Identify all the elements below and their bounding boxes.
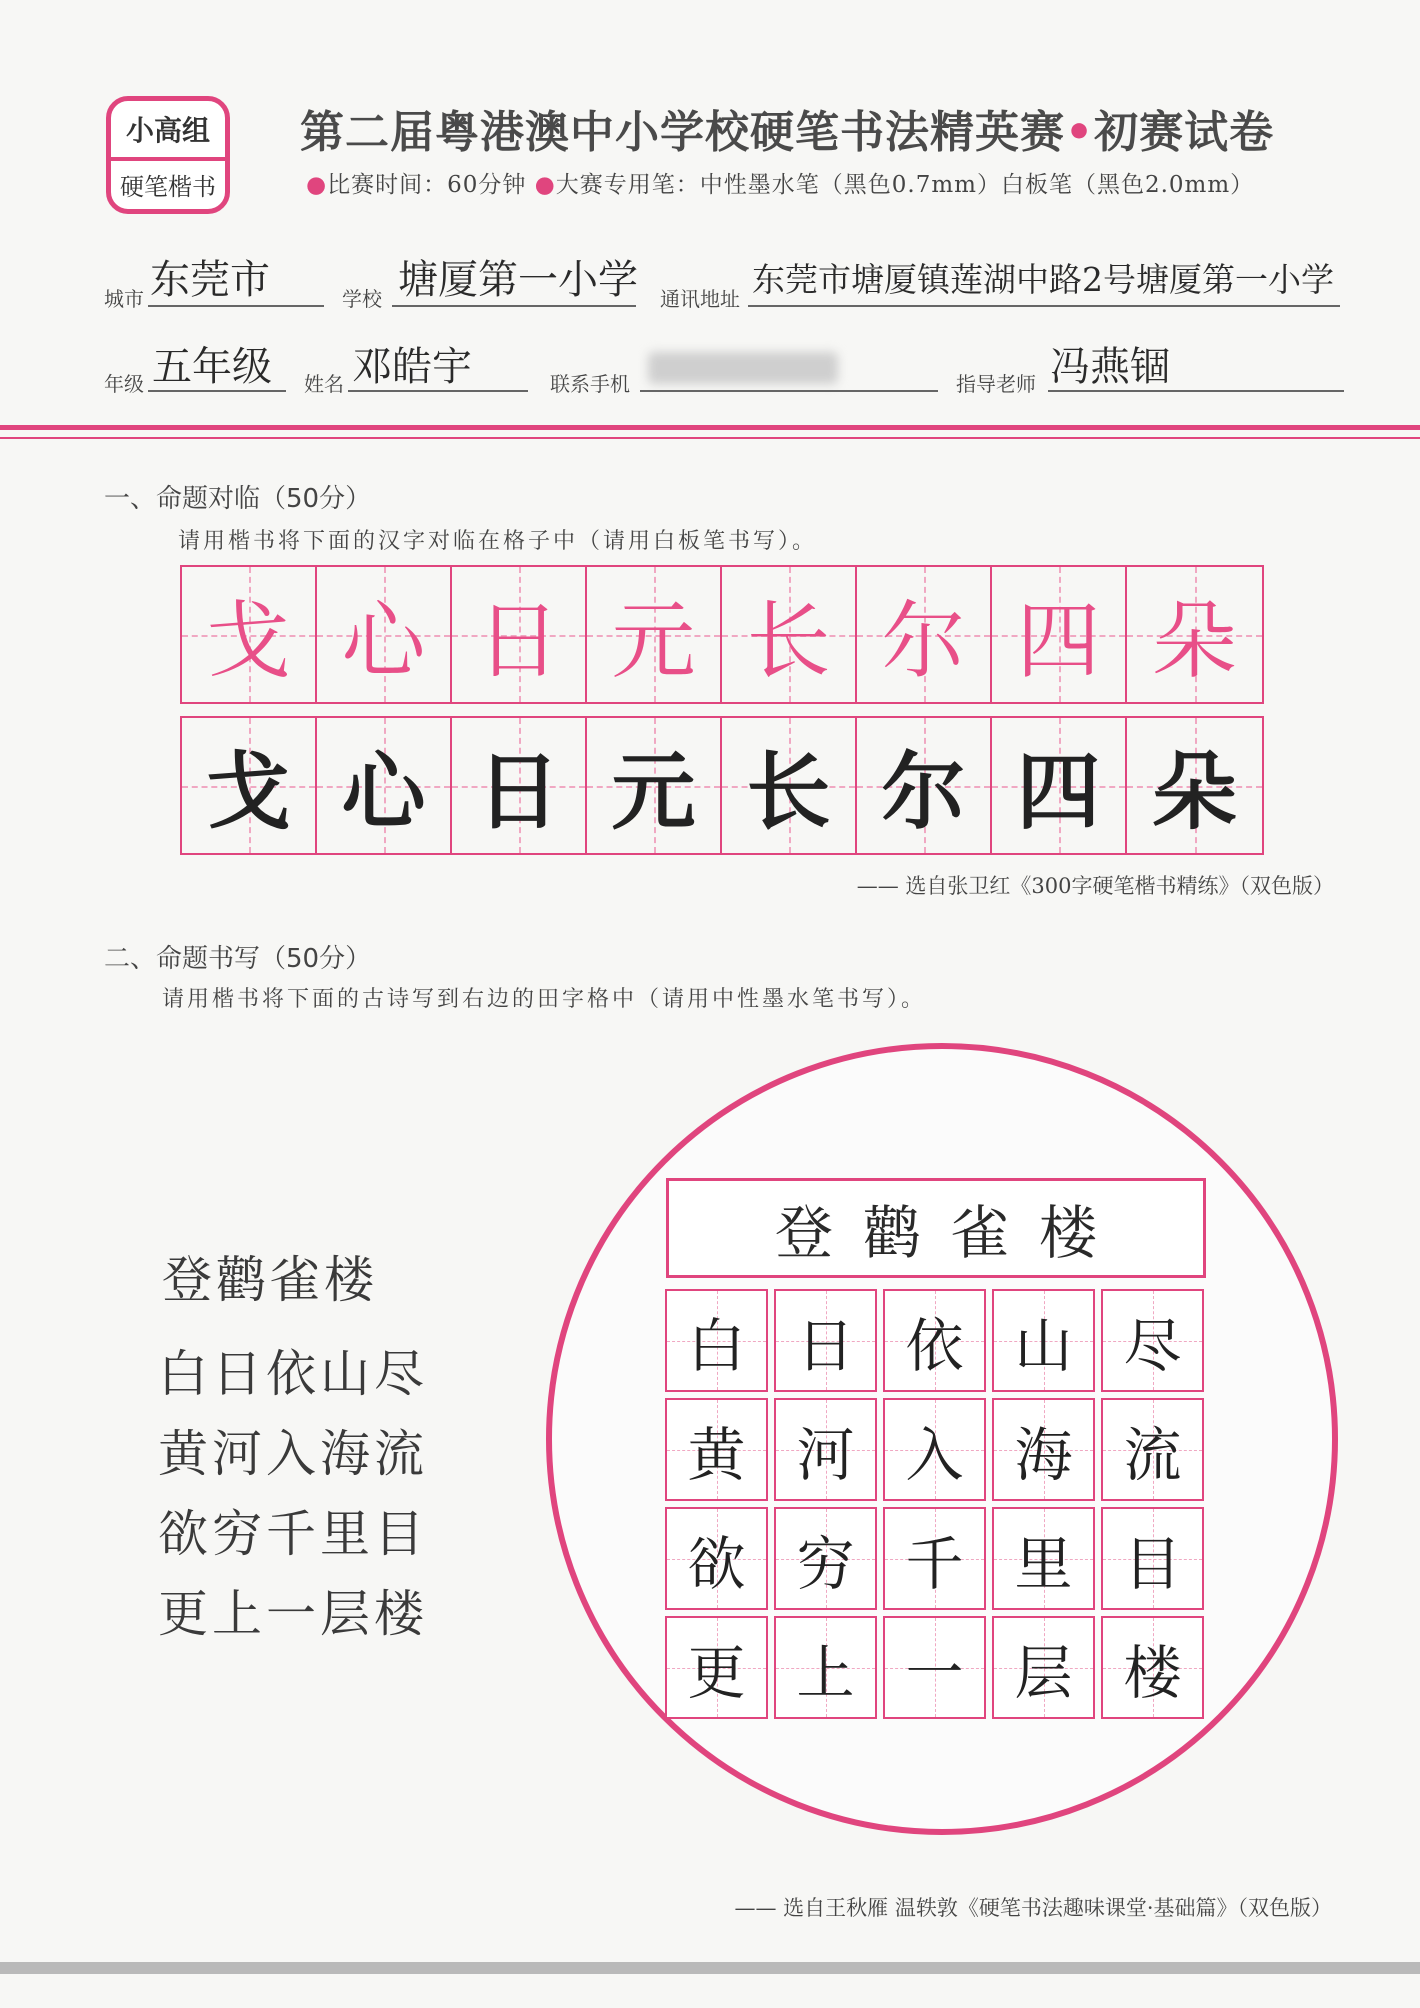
model-char: 元: [611, 592, 696, 690]
handwritten-char: 楼: [1123, 1638, 1182, 1707]
city-label: 城市: [104, 287, 144, 311]
written-char-grid[interactable]: [180, 716, 1264, 855]
tianzige-cell[interactable]: [992, 1616, 1095, 1719]
poem-line: 欲穷千里目: [158, 1505, 428, 1563]
exam-rules: [306, 166, 1254, 199]
handwritten-char: 层: [1014, 1638, 1073, 1707]
title-suffix: 初赛试卷: [1094, 107, 1275, 158]
tianzige-cell[interactable]: [665, 1507, 768, 1610]
section2-credit: —— 选自王秋雁 温轶敦《硬笔书法趣味课堂·基础篇》（双色版）: [734, 1896, 1332, 1920]
written-cell[interactable]: [452, 718, 587, 853]
tianzige-cell[interactable]: [883, 1507, 986, 1610]
section1-title: 一、命题对临（50分）: [104, 484, 372, 514]
bottom-edge: [0, 1962, 1420, 1974]
phone-value-redacted: [648, 352, 838, 384]
badge-divider: [111, 157, 225, 161]
tianzige-cell[interactable]: [1101, 1616, 1204, 1719]
time-text: 比赛时间：60分钟: [327, 172, 527, 198]
written-title-box[interactable]: [666, 1178, 1206, 1278]
written-char: 四: [1016, 743, 1101, 841]
model-cell: [317, 567, 452, 702]
poem-title: 登鹳雀楼: [162, 1251, 378, 1309]
written-cell[interactable]: [1127, 718, 1262, 853]
written-cell[interactable]: [857, 718, 992, 853]
handwritten-char: 上: [796, 1638, 855, 1707]
tianzige-cell[interactable]: [992, 1507, 1095, 1610]
poem-line: 白日依山尽: [158, 1345, 428, 1403]
time-bullet: ●: [306, 172, 328, 198]
handwritten-char: 河: [796, 1420, 855, 1489]
tianzige-cell[interactable]: [665, 1616, 768, 1719]
city-value[interactable]: 东莞市: [150, 257, 270, 303]
name-label: 姓名: [304, 372, 344, 396]
tianzige-cell[interactable]: [774, 1289, 877, 1392]
handwritten-char: 海: [1014, 1420, 1073, 1489]
pen-text: 大赛专用笔：中性墨水笔（黑色0.7mm）白板笔（黑色2.0mm）: [555, 172, 1255, 198]
handwritten-char: 依: [905, 1311, 964, 1380]
title-dot: •: [1065, 107, 1095, 158]
model-char: 戈: [206, 592, 291, 690]
school-label: 学校: [342, 287, 382, 311]
name-underline: [348, 390, 528, 392]
name-value[interactable]: 邓皓宇: [352, 344, 472, 390]
handwritten-char: 穷: [796, 1529, 855, 1598]
written-title: 登鹳雀楼: [774, 1199, 1127, 1267]
poem-lines: [158, 1334, 428, 1646]
city-underline: [148, 305, 324, 307]
title-main: 第二届粤港澳中小学校硬笔书法精英赛: [300, 107, 1065, 158]
handwritten-char: 入: [905, 1420, 964, 1489]
handwritten-char: 里: [1014, 1529, 1073, 1598]
header-divider-thin: [0, 437, 1420, 439]
badge-category: 硬笔楷书: [120, 173, 216, 201]
written-char: 元: [611, 743, 696, 841]
poem-line: 更上一层楼: [158, 1585, 428, 1643]
tianzige-cell[interactable]: [883, 1398, 986, 1501]
handwritten-char: 黄: [687, 1420, 746, 1489]
handwritten-char: 流: [1123, 1420, 1182, 1489]
address-underline: [748, 305, 1340, 307]
written-char: 戈: [206, 743, 291, 841]
handwritten-char: 一: [905, 1638, 964, 1707]
address-label: 通讯地址: [660, 287, 740, 311]
tianzige-cell[interactable]: [665, 1398, 768, 1501]
tianzige-cell[interactable]: [883, 1616, 986, 1719]
tianzige-cell[interactable]: [774, 1507, 877, 1610]
model-char: 尔: [881, 592, 966, 690]
written-char: 心: [341, 743, 426, 841]
tianzige-cell[interactable]: [1101, 1398, 1204, 1501]
tianzige-row: [665, 1289, 1210, 1392]
model-cell: [182, 567, 317, 702]
written-cell[interactable]: [182, 718, 317, 853]
grade-value[interactable]: 五年级: [152, 344, 272, 390]
tianzige-row: [665, 1398, 1210, 1501]
poem-source: [158, 1240, 428, 1654]
model-char: 日: [476, 592, 561, 690]
model-char: 四: [1016, 592, 1101, 690]
grade-underline: [148, 390, 286, 392]
model-cell: [857, 567, 992, 702]
school-value[interactable]: 塘厦第一小学: [398, 257, 638, 303]
header-divider: [0, 425, 1420, 430]
handwritten-char: 日: [796, 1311, 855, 1380]
section1-credit: —— 选自张卫红《300字硬笔楷书精练》（双色版）: [856, 874, 1334, 898]
address-value[interactable]: 东莞市塘厦镇莲湖中路2号塘厦第一小学: [752, 260, 1334, 299]
written-char: 长: [746, 743, 831, 841]
section1-instruction: 请用楷书将下面的汉字对临在格子中（请用白板笔书写）。: [178, 529, 818, 554]
model-char: 长: [746, 592, 831, 690]
handwritten-char: 山: [1014, 1311, 1073, 1380]
model-cell: [992, 567, 1127, 702]
model-char: 心: [341, 592, 426, 690]
tianzige-cell[interactable]: [665, 1289, 768, 1392]
pen-bullet: ●: [534, 172, 556, 198]
model-char-grid: [180, 565, 1264, 704]
phone-label: 联系手机: [550, 372, 630, 396]
model-cell: [1127, 567, 1262, 702]
tianzige-grid[interactable]: [665, 1289, 1210, 1725]
written-cell[interactable]: [722, 718, 857, 853]
tianzige-cell[interactable]: [992, 1289, 1095, 1392]
tianzige-cell[interactable]: [774, 1398, 877, 1501]
model-char: 朵: [1152, 592, 1237, 690]
model-cell: [452, 567, 587, 702]
model-cell: [722, 567, 857, 702]
handwritten-char: 尽: [1123, 1311, 1182, 1380]
phone-underline: [640, 390, 938, 392]
tianzige-row: [665, 1507, 1210, 1610]
teacher-value[interactable]: 冯燕锢: [1050, 344, 1170, 390]
grade-label: 年级: [104, 372, 144, 396]
tianzige-cell[interactable]: [1101, 1507, 1204, 1610]
poem-line: 黄河入海流: [158, 1425, 428, 1483]
tianzige-cell[interactable]: [774, 1616, 877, 1719]
handwritten-char: 目: [1123, 1529, 1182, 1598]
written-cell[interactable]: [992, 718, 1127, 853]
model-cell: [587, 567, 722, 702]
teacher-label: 指导老师: [956, 372, 1036, 396]
written-char: 尔: [881, 743, 966, 841]
written-cell[interactable]: [317, 718, 452, 853]
badge-group: 小高组: [125, 114, 210, 147]
section2-instruction: 请用楷书将下面的古诗写到右边的田字格中（请用中性墨水笔书写）。: [162, 987, 927, 1012]
handwritten-char: 千: [905, 1529, 964, 1598]
tianzige-cell[interactable]: [992, 1398, 1095, 1501]
written-char: 朵: [1152, 743, 1237, 841]
tianzige-cell[interactable]: [1101, 1289, 1204, 1392]
page-title: [300, 96, 1274, 160]
handwritten-char: 欲: [687, 1529, 746, 1598]
tianzige-cell[interactable]: [883, 1289, 986, 1392]
written-cell[interactable]: [587, 718, 722, 853]
tianzige-row: [665, 1616, 1210, 1719]
handwritten-char: 更: [687, 1638, 746, 1707]
group-badge: [106, 96, 230, 214]
school-underline: [392, 305, 636, 307]
section2-title: 二、命题书写（50分）: [104, 944, 372, 974]
written-char: 日: [476, 743, 561, 841]
handwritten-char: 白: [687, 1311, 746, 1380]
teacher-underline: [1048, 390, 1344, 392]
